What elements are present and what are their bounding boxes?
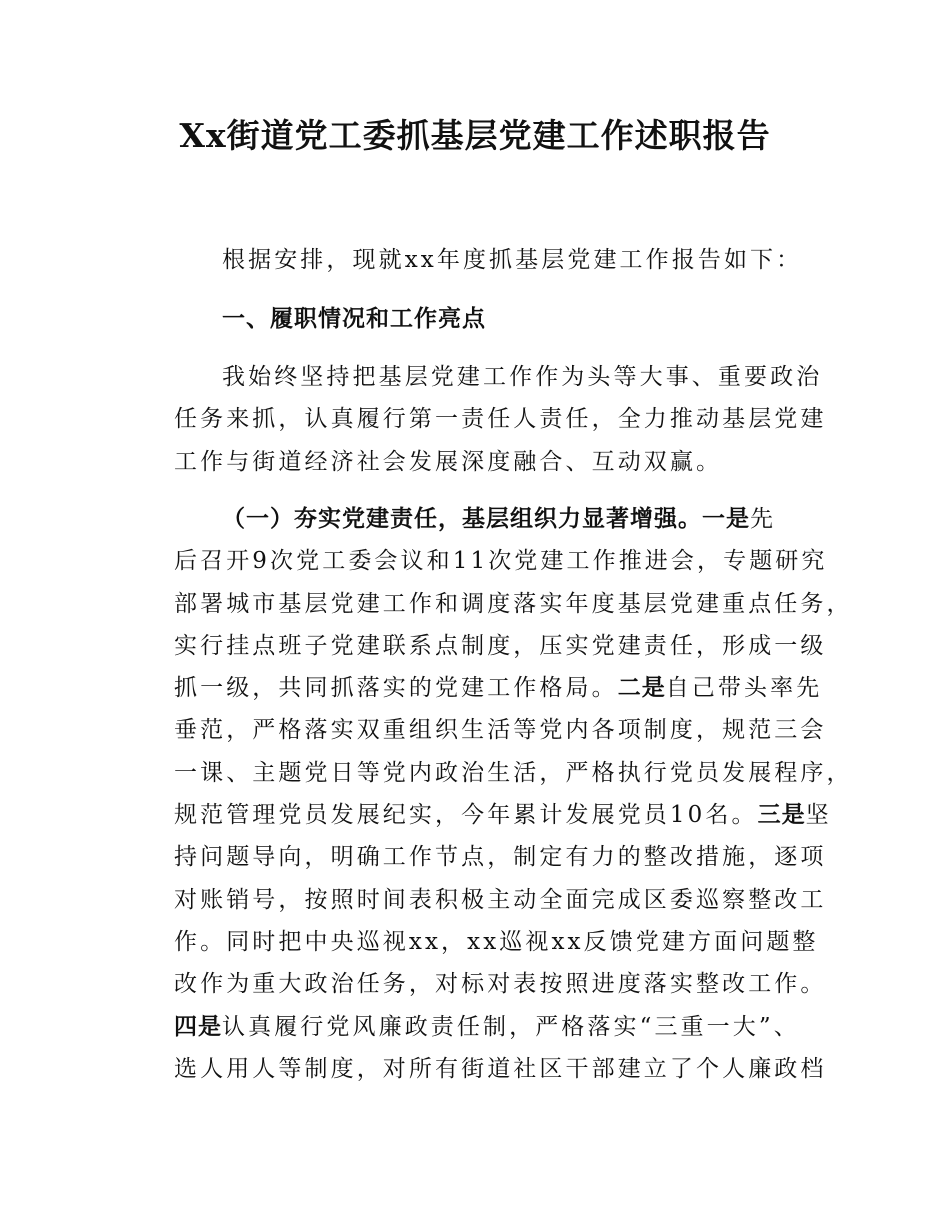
text-line: 我始终坚持把基层党建工作作为头等大事、重要政治 bbox=[222, 364, 823, 390]
document-title: Xx街道党工委抓基层党建工作述职报告 bbox=[179, 116, 771, 155]
paragraph-2 bbox=[174, 498, 853, 1090]
text-line bbox=[174, 794, 853, 836]
text-line bbox=[174, 1006, 853, 1048]
text-segment: 先 bbox=[750, 506, 777, 532]
text-line: 持问题导向，明确工作节点，制定有力的整改措施，逐项 bbox=[174, 844, 827, 871]
text-line: 工作与街道经济社会发展深度融合、互动双赢。 bbox=[174, 448, 723, 475]
text-line: 对账销号，按照时间表积极主动全面完成区委巡察整改工 bbox=[174, 886, 827, 913]
text-line: 后召开9次党工委会议和11次党建工作推进会，专题研究 bbox=[174, 548, 828, 575]
text-line bbox=[174, 498, 853, 540]
paragraph-1 bbox=[174, 356, 827, 483]
intro-paragraph: 根据安排，现就xx年度抓基层党建工作报告如下： bbox=[222, 247, 803, 273]
text-line: 任务来抓，认真履行第一责任人责任，全力推动基层党建 bbox=[174, 406, 827, 433]
text-line: 一课、主题党日等党内政治生活，严格执行党员发展程序， bbox=[174, 759, 853, 786]
text-segment: 抓一级，共同抓落实的党建工作格局。 bbox=[174, 675, 618, 702]
text-segment: 认真履行党风廉政责任制，严格落实“三重一大”、 bbox=[222, 1013, 800, 1040]
text-segment: 坚 bbox=[805, 802, 832, 829]
sub-heading: （一）夯实党建责任，基层组织力显著增强。 bbox=[222, 506, 702, 532]
text-line: 部署城市基层党建工作和调度落实年度基层党建重点任务， bbox=[174, 590, 853, 617]
list-marker: 四是 bbox=[174, 1013, 222, 1040]
text-line: 作。同时把中央巡视xx，xx巡视xx反馈党建方面问题整 bbox=[174, 928, 819, 955]
text-line: 改作为重大政治任务，对标对表按照进度落实整改工作。 bbox=[174, 971, 827, 998]
text-segment: 自己带头率先 bbox=[665, 675, 823, 702]
text-line: 垂范，严格落实双重组织生活等党内各项制度，规范三会 bbox=[174, 717, 827, 744]
list-marker: 二是 bbox=[617, 675, 666, 702]
list-marker: 一是 bbox=[702, 506, 750, 532]
text-line bbox=[174, 667, 853, 709]
text-line: 选人用人等制度，对所有街道社区干部建立了个人廉政档 bbox=[174, 1055, 827, 1082]
text-line: 实行挂点班子党建联系点制度，压实党建责任，形成一级 bbox=[174, 632, 827, 659]
text-segment: 规范管理党员发展纪实，今年累计发展党员10名。 bbox=[174, 802, 758, 829]
section-heading: 一、履职情况和工作亮点 bbox=[222, 306, 486, 332]
list-marker: 三是 bbox=[757, 802, 806, 829]
